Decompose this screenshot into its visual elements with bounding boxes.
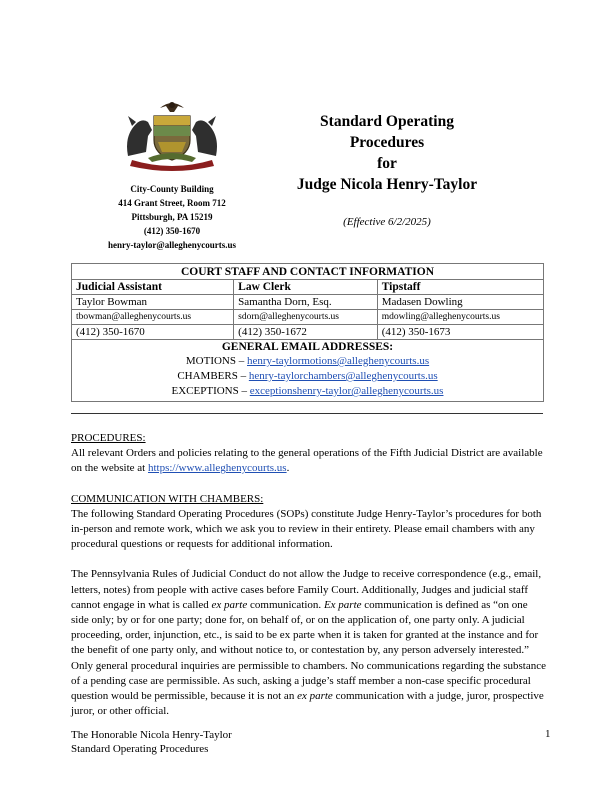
communication-heading: COMMUNICATION WITH CHAMBERS: <box>71 492 264 505</box>
general-email-label: MOTIONS – <box>185 355 247 367</box>
title-line-4: Judge Nicola Henry-Taylor <box>296 176 478 193</box>
procedures-text: All relevant Orders and policies relating to the general operations of the Fifth Judicial District are available on the website at <box>71 447 543 475</box>
address-street: 414 Grant Street, Room 712 <box>118 198 226 208</box>
staff-phone: (412) 350-1673 <box>377 325 543 340</box>
staff-name: Taylor Bowman <box>72 295 234 310</box>
communication-paragraph: The following Standard Operating Procedures (SOPs) constitute Judge Henry-Taylor’s procedures for both in-person and remote work, which we ask you to review in their entirety. Please email chambers with any procedural questions or requests for additional information. <box>71 507 542 551</box>
document-body <box>71 431 546 719</box>
rules-text: communication is defined as “on one side only; by or for one party; done for, on behalf of, or on the application of, one party only. A judicial proceeding, order, injunction, etc., is said to be ex parte when it is taken for granted at the instance and for the benefit of one party only, and without notice to, or contestation by, any person adversely interested.” <box>71 598 539 657</box>
page-number: 1 <box>545 728 551 740</box>
chambers-address <box>86 182 258 252</box>
address-email: henry-taylor@alleghenycourts.us <box>107 240 237 250</box>
divider <box>71 413 543 414</box>
rules-text: The Pennsylvania Rules of Judicial Conduct do not allow the Judge to receive correspondence (e.g., email, letters, notes) from people with active cases before Family Court. Additionally, Judges and judicial staff cannot engage in what is called <box>71 568 542 611</box>
title-line-3: for <box>377 155 397 172</box>
procedures-paragraph <box>71 446 546 476</box>
table-row <box>72 310 544 325</box>
inquiries-text: communication with a judge, juror, prospective juror, or other official. <box>71 690 544 718</box>
procedures-period: . <box>286 462 290 475</box>
footer <box>71 728 232 756</box>
rules-paragraph <box>71 567 546 658</box>
role-tipstaff: Tipstaff <box>377 280 543 295</box>
general-email-chambers <box>72 369 543 384</box>
motions-email-link[interactable]: henry-taylormotions@alleghenycourts.us <box>247 355 430 367</box>
chambers-email-link[interactable]: henry-taylorchambers@alleghenycourts.us <box>248 370 438 382</box>
table-row <box>72 280 544 295</box>
staff-contact-table <box>71 263 544 402</box>
inquiries-paragraph <box>71 659 546 720</box>
rules-text: communication. <box>247 598 324 611</box>
general-email-exceptions <box>72 384 543 399</box>
footer-line-2: Standard Operating Procedures <box>71 743 209 755</box>
website-link[interactable]: https://www.alleghenycourts.us <box>147 462 287 475</box>
general-email-label: EXCEPTIONS – <box>171 385 250 397</box>
title-line-1: Standard Operating <box>320 113 454 130</box>
staff-email: tbowman@alleghenycourts.us <box>72 310 234 325</box>
staff-table-heading: COURT STAFF AND CONTACT INFORMATION <box>72 264 544 280</box>
title-line-2: Procedures <box>349 134 425 151</box>
ex-parte-term: ex parte <box>211 598 248 611</box>
address-city: Pittsburgh, PA 15219 <box>131 212 213 222</box>
footer-line-1: The Honorable Nicola Henry-Taylor <box>71 729 232 741</box>
table-row <box>72 295 544 310</box>
role-judicial-assistant: Judicial Assistant <box>72 280 234 295</box>
pennsylvania-seal-logo <box>118 96 226 172</box>
ex-parte-term: Ex parte <box>323 598 362 611</box>
role-law-clerk: Law Clerk <box>234 280 378 295</box>
general-email-cell <box>72 340 544 402</box>
ex-parte-term: ex parte <box>297 690 333 703</box>
address-building: City-County Building <box>130 184 214 194</box>
procedures-heading: PROCEDURES: <box>71 432 146 444</box>
exceptions-email-link[interactable]: exceptionshenry-taylor@alleghenycourts.us <box>249 385 444 397</box>
staff-phone: (412) 350-1672 <box>234 325 378 340</box>
inquiries-text: Only general procedural inquiries are permissible to chambers. No communications regarding the substance of a pending case are permissible. As such, asking a judge’s staff member a non-case specific procedural question would be permissible, because it is not an <box>71 659 546 703</box>
general-email-heading: GENERAL EMAIL ADDRESSES: <box>221 341 394 353</box>
general-email-motions <box>72 354 543 369</box>
staff-phone: (412) 350-1670 <box>72 325 234 340</box>
staff-email: sdorn@alleghenycourts.us <box>234 310 378 325</box>
address-phone: (412) 350-1670 <box>143 226 201 236</box>
staff-name: Madasen Dowling <box>377 295 543 310</box>
staff-name: Samantha Dorn, Esq. <box>234 295 378 310</box>
table-row <box>72 325 544 340</box>
general-email-label: CHAMBERS – <box>177 370 249 382</box>
effective-date: (Effective 6/2/2025) <box>343 216 431 228</box>
staff-email: mdowling@alleghenycourts.us <box>377 310 543 325</box>
document-title <box>268 111 506 195</box>
